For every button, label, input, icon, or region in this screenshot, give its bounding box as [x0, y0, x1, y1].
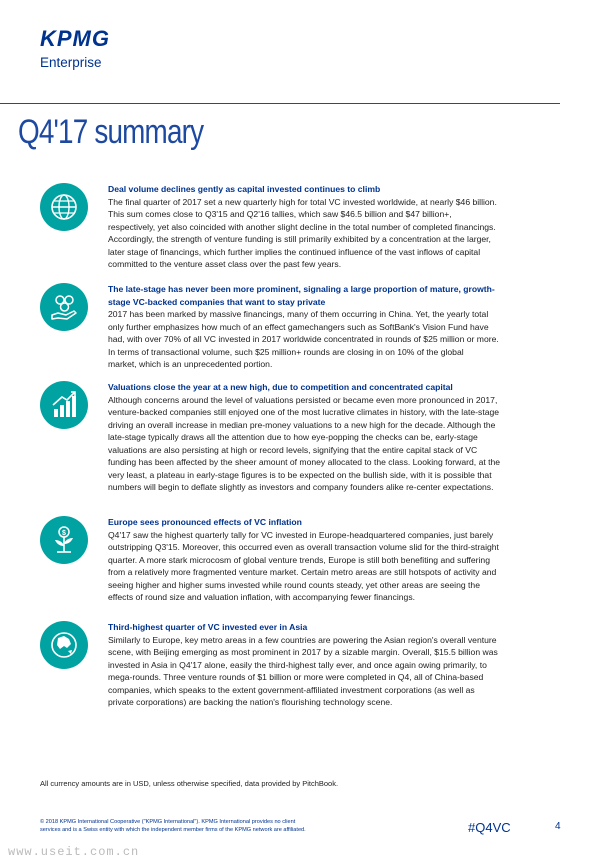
section-text-line: respectively, yet also coincided with another slight decline in the total number of completed financings.	[108, 221, 496, 232]
copyright-line: © 2018 KPMG International Cooperative ("KPMG International"). KPMG International provides no client	[40, 819, 296, 825]
kpmg-logo	[40, 28, 110, 71]
hashtag: #Q4VC	[468, 820, 511, 835]
section-text-line: valuations are also persisting at high or record levels, signifying that the entire capital stack of VC	[108, 444, 478, 455]
section-text-line: funding has been affected by the sheer amount of money allocated to the class. Looking forward, at the	[108, 457, 501, 467]
section-text-line: late-stage typically draws all the attention due to how eye-popping the checks can be, early-stage	[108, 432, 478, 442]
currency-note: All currency amounts are in USD, unless otherwise specified, data provided by PitchBook.	[40, 779, 339, 788]
section-text-line: invested in Asia in Q4'17 alone, easily the third-highest tally ever, and once again owing primarily, to	[108, 659, 487, 670]
section-text-line: The final quarter of 2017 set a new quarterly high for total VC invested worldwide, at nearly $46 billion.	[108, 196, 497, 207]
section-text-line: market, which is an unprecedented portion.	[108, 359, 273, 369]
section-text-line: In terms of transactional volume, such $25 million+ rounds are closing in on 10% of the global	[108, 346, 464, 357]
section-text-line: very least, a plateau in early-stage figures is to be expected on the bullish side, with it is possible that	[108, 469, 492, 480]
svg-text:$: $	[62, 530, 66, 537]
logo-subtitle: Enterprise	[40, 55, 102, 70]
growth-chart-icon	[40, 381, 88, 429]
section-text-line: outstripping Q3'15. Moreover, this occurred even as overall transaction volume slid for the third-straight	[108, 542, 499, 552]
section-text-line: driving an overall increase in median pre-money valuations to a new high for the decade. Although the	[108, 419, 496, 430]
logo-text: KPMG	[40, 26, 110, 51]
section-heading: The late-stage has never been more prominent, signaling a large proportion of mature, growth-	[108, 284, 495, 294]
section-heading: Third-highest quarter of VC invested ever in Asia	[108, 622, 308, 632]
section-text-line: companies, which speaks to the extent government-affiliated investment corporations (as well as	[108, 684, 475, 695]
page-title: Q4'17 summary	[18, 113, 204, 151]
section-text-line: only further emphasizes how much of an effect gamechangers such as SoftBank's Vision Fund have	[108, 321, 489, 332]
section-text-line: Although concerns around the level of valuations persisted or became even more pronounced in 2017,	[108, 394, 498, 405]
copyright-line: services and is a Swiss entity with which the independent member firms of the KPMG network are affiliated.	[40, 827, 306, 833]
section-heading: stage VC-backed companies that want to stay private	[108, 296, 326, 307]
section-text-line: venture-backed companies still enjoyed one of the most lucrative climates in history, with the late-stage	[108, 407, 500, 417]
section-text-line: seeing higher and higher sums invested while round counts steady, yet other areas are seeing the	[108, 579, 480, 590]
section-heading: Valuations close the year at a new high, due to competition and concentrated capital	[108, 382, 453, 392]
hand-coins-icon	[40, 283, 88, 331]
section-text-line: 2017 has been marked by massive financings, many of them occurring in China. Yet, the yearly total	[108, 309, 489, 319]
section-heading: Deal volume declines gently as capital invested continues to climb	[108, 184, 381, 194]
section-text-line: This sum comes close to Q3'15 and Q2'16 tallies, which saw $46.5 billion and $47 billion+,	[108, 209, 452, 219]
header-rule	[0, 103, 560, 104]
globe-asia-icon	[40, 621, 88, 669]
section-text-line: Q4'17 saw the highest quarterly tally for VC invested in Europe-headquartered companies, just barely	[108, 529, 494, 540]
section-text-line: from a relatively more fragmented venture market. Certain metro areas are still hotspots of activity and	[108, 567, 497, 577]
watermark: www.useit.com.cn	[8, 845, 140, 859]
section-text-line: private corporations) are backing the nation's flourishing technology scene.	[108, 697, 393, 707]
page-number: 4	[555, 821, 561, 832]
globe-icon	[40, 183, 88, 231]
section-heading: Europe sees pronounced effects of VC inflation	[108, 517, 302, 527]
section-text-line: numbers will begin to deflate slightly as investors and company founders alike re-center expectations.	[108, 482, 494, 492]
section-text-line: scene, with Beijing emerging as most prominent in 2017 by a sizable margin. Overall, $15.5 billion was	[108, 647, 498, 657]
money-plant-icon	[40, 516, 88, 564]
section-text-line: effects of round size and valuation inflation, with accompanying fewer financings.	[108, 592, 416, 602]
section-text-line: later stage of financings, which further implies the continued influence of the vast inflows of capital	[108, 246, 481, 257]
section-text-line: Similarly to Europe, key metro areas in a few countries are powering the Asian region's overall venture	[108, 634, 497, 645]
section-text-line: had, with over 70% of all VC invested in 2017 worldwide concentrated in rounds of $25 million or more.	[108, 334, 499, 344]
section-text-line: mega-rounds. Three venture rounds of $1 billion or more were completed in Q4, all of China-based	[108, 672, 484, 682]
section-text-line: quarter. A more stark microcosm of global venture trends, Europe is still both benefiting and suffering	[108, 554, 490, 565]
section-text-line: committed to the venture asset class over the past few years.	[108, 259, 342, 269]
copyright-notice	[40, 818, 410, 834]
section-text-line: Accordingly, the strength of venture funding is still primarily exhibited by a concentration at the larger,	[108, 234, 491, 244]
